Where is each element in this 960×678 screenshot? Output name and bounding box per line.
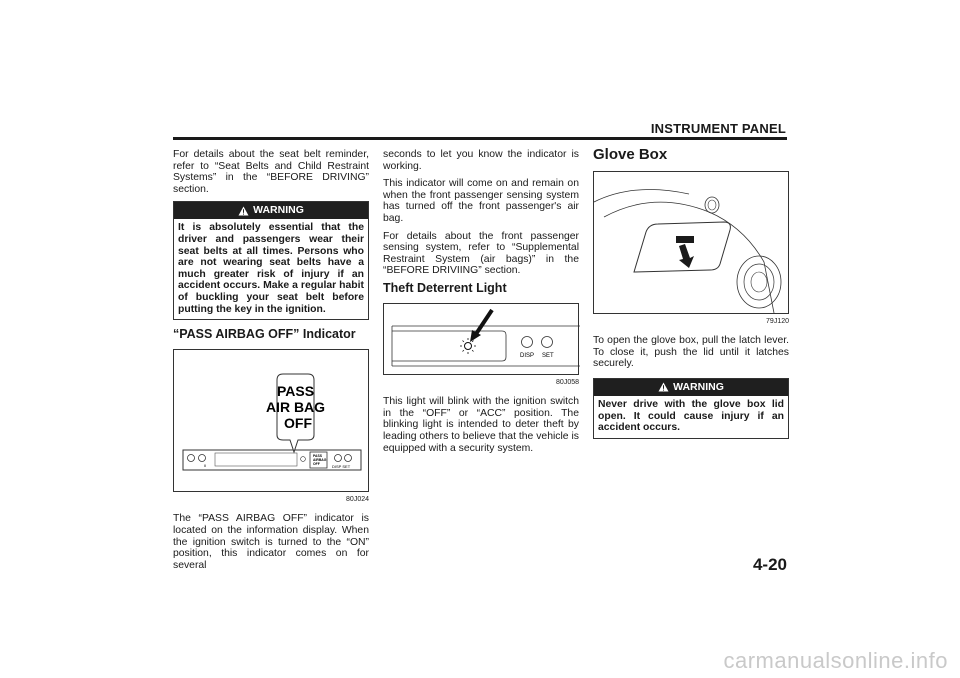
watermark: carmanualsonline.info bbox=[723, 648, 948, 673]
figure-code: 80J024 bbox=[346, 495, 369, 503]
seat-belt-warning-box bbox=[173, 201, 369, 320]
page-header-title: INSTRUMENT PANEL bbox=[650, 121, 786, 136]
column-3 bbox=[593, 146, 789, 448]
glove-box-heading: Glove Box bbox=[593, 146, 668, 163]
glove-box-description: To open the glove box, pull the latch lever. To close it, push the lid until it latches securely. bbox=[593, 335, 789, 370]
srs-reference-text: For details about the front passenger sensing system, refer to “Supplemental Restraint System (air bags)” in the “BEFORE DRIVIING” section. bbox=[383, 230, 579, 277]
callout-airbag: AIR BAG bbox=[265, 398, 326, 415]
passenger-sensing-text: This indicator will come on and remain on when the front passenger sensing system has turned off the front passenger's air bag. bbox=[383, 178, 579, 224]
header-rule bbox=[173, 137, 787, 140]
panel-left-label: II bbox=[204, 462, 207, 468]
set-label: SET bbox=[542, 352, 554, 359]
warning-label: WARNING bbox=[253, 204, 304, 217]
disp-label: DISP bbox=[520, 352, 535, 359]
warning-text: It is absolutely essential that the driver and passengers wear their seat belts at all times. Persons who are not wearing seat belts have a much greater risk of injury if an accident occurs. Make a regular habit of buckling your seat belt before putting the key in the ignition. bbox=[178, 222, 364, 315]
panel-button-labels: DISP SET bbox=[332, 463, 351, 469]
warning-header bbox=[174, 202, 368, 219]
seat-belt-reference-text: For details about the seat belt reminder, refer to “Seat Belts and Child Restraint Systems” in the “BEFORE DRIVING” section. bbox=[173, 149, 369, 195]
figure-code: 79J120 bbox=[766, 317, 789, 325]
glove-box-figure bbox=[593, 171, 789, 314]
pass-airbag-off-heading: “PASS AIRBAG OFF” Indicator bbox=[173, 327, 356, 342]
theft-deterrent-description: This light will blink with the ignition switch in the “OFF” or “ACC” position. The blinking light is intended to deter theft by leading others to believe that the vehicle is equipped with a security system. bbox=[383, 396, 579, 454]
theft-deterrent-figure bbox=[383, 303, 579, 375]
warning-header bbox=[594, 379, 788, 396]
pass-airbag-off-description: The “PASS AIRBAG OFF” indicator is located on the information display. When the ignition switch is turned to the “ON” position, this indicator comes on for several bbox=[173, 513, 369, 571]
panel-indicator-line1: PASS bbox=[313, 453, 322, 458]
indicator-working-text: seconds to let you know the indicator is working. bbox=[383, 149, 579, 172]
theft-deterrent-heading: Theft Deterrent Light bbox=[383, 280, 507, 295]
glove-box-warning-box bbox=[593, 378, 789, 439]
warning-triangle-icon bbox=[238, 206, 249, 216]
column-2 bbox=[383, 149, 579, 460]
warning-triangle-icon bbox=[658, 382, 669, 392]
warning-label: WARNING bbox=[673, 380, 724, 393]
column-1 bbox=[173, 149, 369, 577]
pass-airbag-off-figure bbox=[173, 349, 369, 492]
callout-off: OFF bbox=[284, 414, 312, 431]
callout-pass: PASS bbox=[276, 382, 315, 399]
warning-text: Never drive with the glove box lid open. It could cause injury if an accident occurs. bbox=[598, 398, 784, 434]
panel-indicator-line3: OFF bbox=[313, 461, 320, 466]
panel-indicator-line2: AIRBAG bbox=[313, 457, 327, 462]
page-number: 4-20 bbox=[752, 555, 787, 574]
figure-code: 80J058 bbox=[556, 378, 579, 386]
